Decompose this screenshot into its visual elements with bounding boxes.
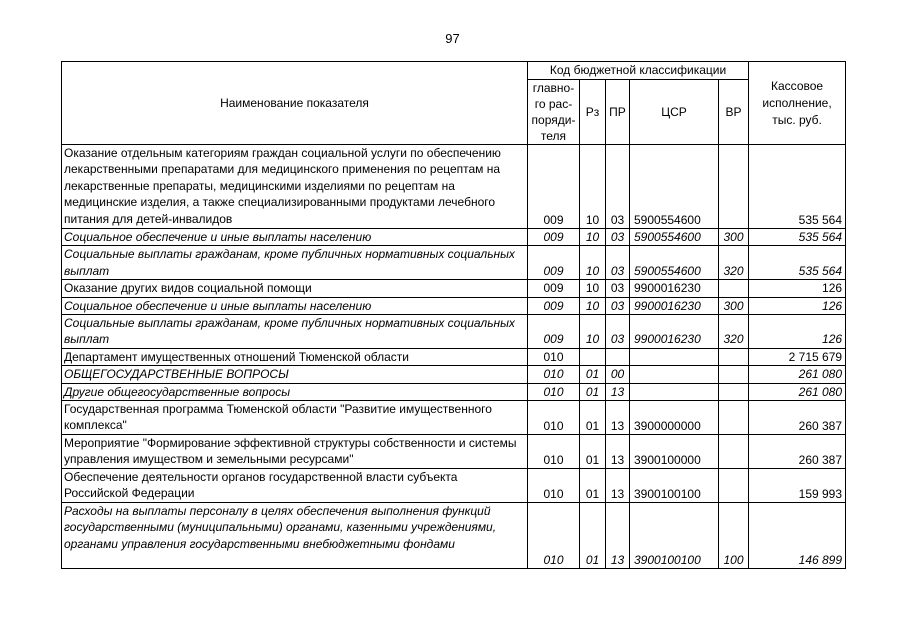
row-glavny-code: 009 xyxy=(528,145,580,229)
row-glavny-code: 009 xyxy=(528,246,580,280)
table-row xyxy=(62,401,846,435)
row-rz-code: 01 xyxy=(580,503,606,569)
header-vr: ВР xyxy=(719,80,749,145)
header-pr: ПР xyxy=(606,80,630,145)
row-glavny-code: 009 xyxy=(528,315,580,349)
row-csr-code xyxy=(630,383,719,400)
row-amount: 261 080 xyxy=(749,383,846,400)
row-glavny-code: 010 xyxy=(528,435,580,469)
row-pr-code: 03 xyxy=(606,145,630,229)
budget-table xyxy=(61,61,846,569)
row-csr-code: 9900016230 xyxy=(630,315,719,349)
row-pr-code xyxy=(606,348,630,365)
header-rz: Рз xyxy=(580,80,606,145)
row-amount: 535 564 xyxy=(749,145,846,229)
table-row xyxy=(62,246,846,280)
row-csr-code xyxy=(630,348,719,365)
row-pr-code: 03 xyxy=(606,315,630,349)
table-row xyxy=(62,145,846,229)
row-name: Оказание других видов социальной помощи xyxy=(62,280,528,297)
row-vr-code: 300 xyxy=(719,229,749,246)
row-csr-code: 3900100100 xyxy=(630,503,719,569)
row-amount: 146 899 xyxy=(749,503,846,569)
header-glavny: главно-го рас-поряди-теля xyxy=(528,80,580,145)
row-rz-code: 10 xyxy=(580,297,606,314)
row-vr-code xyxy=(719,435,749,469)
page-number: 97 xyxy=(445,31,460,46)
row-pr-code: 13 xyxy=(606,503,630,569)
header-csr: ЦСР xyxy=(630,80,719,145)
table-row xyxy=(62,383,846,400)
row-rz-code: 01 xyxy=(580,383,606,400)
row-csr-code: 5900554600 xyxy=(630,229,719,246)
row-amount: 535 564 xyxy=(749,246,846,280)
table-row xyxy=(62,315,846,349)
row-rz-code: 10 xyxy=(580,315,606,349)
row-pr-code: 03 xyxy=(606,280,630,297)
row-pr-code: 00 xyxy=(606,366,630,383)
row-amount: 535 564 xyxy=(749,229,846,246)
row-pr-code: 03 xyxy=(606,297,630,314)
row-name: Департамент имущественных отношений Тюменской области xyxy=(62,348,528,365)
row-csr-code xyxy=(630,366,719,383)
row-amount: 261 080 xyxy=(749,366,846,383)
row-name: Государственная программа Тюменской области "Развитие имущественного комплекса" xyxy=(62,401,528,435)
row-name: Социальное обеспечение и иные выплаты населению xyxy=(62,229,528,246)
row-csr-code: 3900100000 xyxy=(630,435,719,469)
row-name: Социальные выплаты гражданам, кроме публичных нормативных социальных выплат xyxy=(62,246,528,280)
row-rz-code: 01 xyxy=(580,435,606,469)
row-amount: 260 387 xyxy=(749,401,846,435)
header-code-group: Код бюджетной классификации xyxy=(528,62,749,80)
row-name: Другие общегосударственные вопросы xyxy=(62,383,528,400)
header-name: Наименование показателя xyxy=(62,62,528,145)
row-csr-code: 9900016230 xyxy=(630,280,719,297)
row-name: Социальные выплаты гражданам, кроме публичных нормативных социальных выплат xyxy=(62,315,528,349)
row-vr-code: 320 xyxy=(719,246,749,280)
row-pr-code: 13 xyxy=(606,435,630,469)
row-glavny-code: 010 xyxy=(528,383,580,400)
row-rz-code xyxy=(580,348,606,365)
row-vr-code: 100 xyxy=(719,503,749,569)
row-rz-code: 01 xyxy=(580,366,606,383)
row-pr-code: 13 xyxy=(606,383,630,400)
row-glavny-code: 010 xyxy=(528,401,580,435)
table-row xyxy=(62,503,846,569)
row-vr-code xyxy=(719,383,749,400)
row-rz-code: 10 xyxy=(580,280,606,297)
row-rz-code: 10 xyxy=(580,229,606,246)
row-name: ОБЩЕГОСУДАРСТВЕННЫЕ ВОПРОСЫ xyxy=(62,366,528,383)
row-vr-code: 320 xyxy=(719,315,749,349)
row-csr-code: 5900554600 xyxy=(630,246,719,280)
row-amount: 2 715 679 xyxy=(749,348,846,365)
row-amount: 126 xyxy=(749,280,846,297)
row-glavny-code: 009 xyxy=(528,229,580,246)
row-glavny-code: 010 xyxy=(528,503,580,569)
row-vr-code xyxy=(719,145,749,229)
row-amount: 126 xyxy=(749,297,846,314)
row-glavny-code: 010 xyxy=(528,348,580,365)
table-row xyxy=(62,348,846,365)
row-vr-code xyxy=(719,469,749,503)
row-vr-code xyxy=(719,348,749,365)
row-vr-code: 300 xyxy=(719,297,749,314)
row-pr-code: 03 xyxy=(606,246,630,280)
row-csr-code: 9900016230 xyxy=(630,297,719,314)
table-row xyxy=(62,469,846,503)
row-amount: 260 387 xyxy=(749,435,846,469)
row-name: Мероприятие "Формирование эффективной структуры собственности и системы управления имуществом и земельными ресурсами" xyxy=(62,435,528,469)
table-row xyxy=(62,366,846,383)
row-name: Социальное обеспечение и иные выплаты населению xyxy=(62,297,528,314)
row-glavny-code: 010 xyxy=(528,366,580,383)
row-rz-code: 01 xyxy=(580,401,606,435)
row-csr-code: 3900000000 xyxy=(630,401,719,435)
row-csr-code: 3900100100 xyxy=(630,469,719,503)
row-rz-code: 10 xyxy=(580,145,606,229)
table-row xyxy=(62,435,846,469)
row-pr-code: 03 xyxy=(606,229,630,246)
row-pr-code: 13 xyxy=(606,401,630,435)
table-row xyxy=(62,229,846,246)
row-amount: 159 993 xyxy=(749,469,846,503)
row-glavny-code: 010 xyxy=(528,469,580,503)
row-amount: 126 xyxy=(749,315,846,349)
row-name: Расходы на выплаты персоналу в целях обеспечения выполнения функций государственными (муниципальными) органами, казенными учреждениями, органами управления государственными внебюджетными фондами xyxy=(62,503,528,569)
header-amount: Кассовое исполнение, тыс. руб. xyxy=(749,62,846,145)
row-vr-code xyxy=(719,280,749,297)
row-name: Оказание отдельным категориям граждан социальной услуги по обеспечению лекарственными препаратами для медицинского применения по рецептам на лекарственные препараты, медицинскими изделиями по рецептам на медицинские изделия, а также специализированными продуктами лечебного питания для детей-инвалидов xyxy=(62,145,528,229)
table-row xyxy=(62,297,846,314)
row-vr-code xyxy=(719,401,749,435)
table-body xyxy=(62,145,846,569)
row-glavny-code: 009 xyxy=(528,297,580,314)
row-csr-code: 5900554600 xyxy=(630,145,719,229)
row-vr-code xyxy=(719,366,749,383)
row-pr-code: 13 xyxy=(606,469,630,503)
table-row xyxy=(62,280,846,297)
row-glavny-code: 009 xyxy=(528,280,580,297)
row-rz-code: 10 xyxy=(580,246,606,280)
row-rz-code: 01 xyxy=(580,469,606,503)
row-name: Обеспечение деятельности органов государственной власти субъекта Российской Федерации xyxy=(62,469,528,503)
